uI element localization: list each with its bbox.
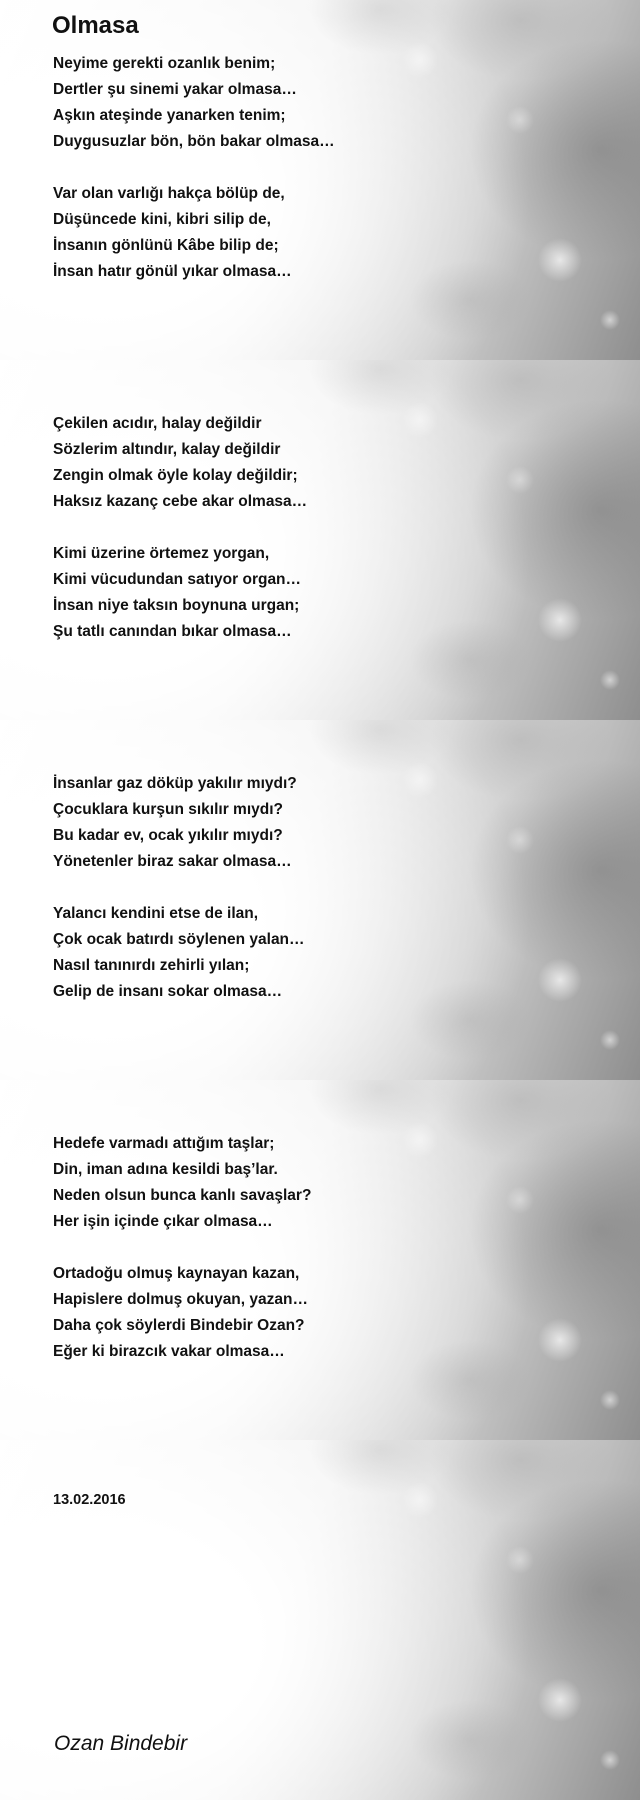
poem-line: Kimi üzerine örtemez yorgan, (53, 545, 270, 562)
poem-line: Hedefe varmadı attığım taşlar; (53, 1135, 275, 1152)
poem-line: Zengin olmak öyle kolay değildir; (53, 467, 298, 484)
poem-line: Yalancı kendini etse de ilan, (53, 905, 259, 922)
poem-page-5 (0, 1440, 640, 1800)
poem-line: Hapislere dolmuş okuyan, yazan… (53, 1291, 308, 1308)
stanza-2 (53, 181, 292, 285)
poem-line: Ortadoğu olmuş kaynayan kazan, (53, 1265, 300, 1282)
stanza-7 (53, 1131, 311, 1235)
stanza-8 (53, 1261, 308, 1365)
poem-page-1 (0, 0, 640, 360)
poem-line: İnsanlar gaz döküp yakılır mıydı? (53, 775, 297, 792)
poem-line: Çok ocak batırdı söylenen yalan… (53, 931, 305, 948)
stanza-1 (53, 51, 335, 155)
poem-line: İnsan niye taksın boynuna urgan; (53, 597, 300, 614)
stanza-5 (53, 771, 297, 875)
poem-line: Şu tatlı canından bıkar olmasa… (53, 623, 292, 640)
poem-line: Dertler şu sinemi yakar olmasa… (53, 81, 297, 98)
poem-line: İnsan hatır gönül yıkar olmasa… (53, 263, 292, 280)
poem-line: Nasıl tanınırdı zehirli yılan; (53, 957, 250, 974)
poem-author: Ozan Bindebir (54, 1732, 188, 1755)
stanza-4 (53, 541, 301, 645)
poem-line: Gelip de insanı sokar olmasa… (53, 983, 283, 1000)
poem-line: Bu kadar ev, ocak yıkılır mıydı? (53, 827, 283, 844)
poem-line: Her işin içinde çıkar olmasa… (53, 1213, 273, 1230)
poem-line: Çocuklara kurşun sıkılır mıydı? (53, 801, 283, 818)
poem-line: Eğer ki birazcık vakar olmasa… (53, 1343, 285, 1360)
poem-line: İnsanın gönlünü Kâbe bilip de; (53, 237, 279, 254)
poem-line: Neden olsun bunca kanlı savaşlar? (53, 1187, 312, 1204)
poem-line: Kimi vücudundan satıyor organ… (53, 571, 302, 588)
stanza-6 (53, 901, 305, 1005)
poem-line: Yönetenler biraz sakar olmasa… (53, 853, 292, 870)
poem-page-2 (0, 360, 640, 720)
poem-page-4 (0, 1080, 640, 1440)
poem-line: Neyime gerekti ozanlık benim; (53, 55, 276, 72)
poem-line: Din, iman adına kesildi baş’lar. (53, 1161, 278, 1178)
poem-line: Daha çok söylerdi Bindebir Ozan? (53, 1317, 305, 1334)
poem-line: Haksız kazanç cebe akar olmasa… (53, 493, 308, 510)
poem-date: 13.02.2016 (53, 1492, 126, 1508)
poem-line: Sözlerim altındır, kalay değildir (53, 441, 281, 458)
poem-line: Duygusuzlar bön, bön bakar olmasa… (53, 133, 335, 150)
poem-line: Düşüncede kini, kibri silip de, (53, 211, 271, 228)
poem-page-3 (0, 720, 640, 1080)
poem-line: Aşkın ateşinde yanarken tenim; (53, 107, 286, 124)
poem-title: Olmasa (52, 12, 139, 39)
poem-line: Çekilen acıdır, halay değildir (53, 415, 262, 432)
poem-line: Var olan varlığı hakça bölüp de, (53, 185, 285, 202)
stanza-3 (53, 411, 307, 515)
